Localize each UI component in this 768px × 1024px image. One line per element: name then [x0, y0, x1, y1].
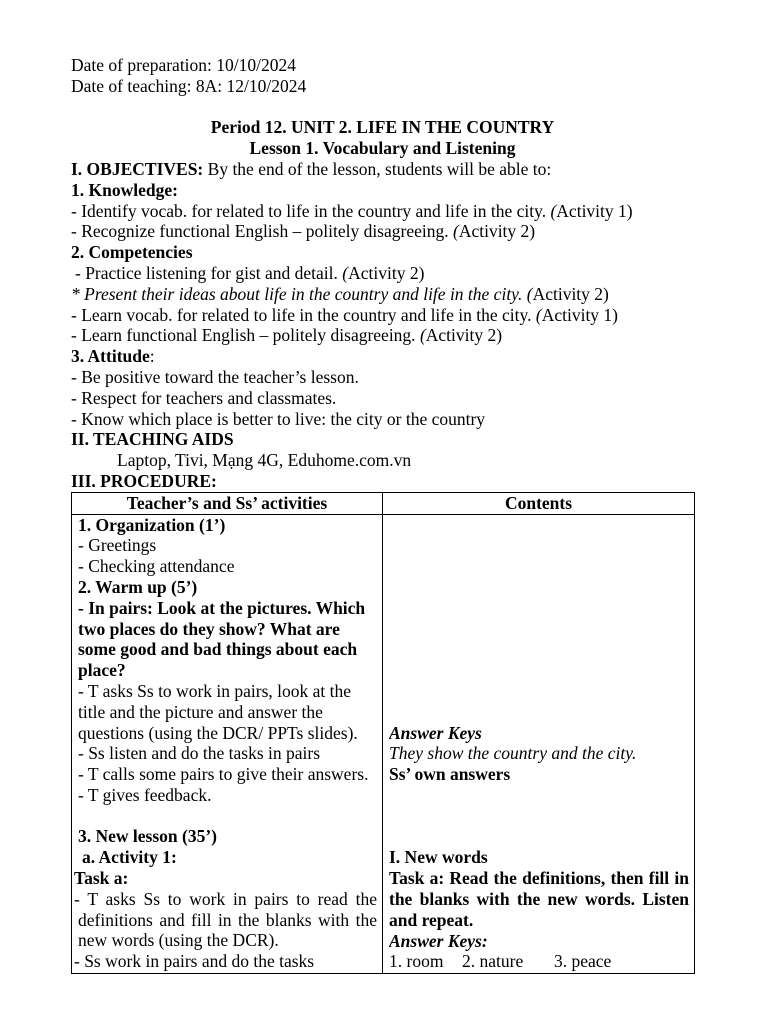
competency-item-text: * Present their ideas about life in the country and life in the city. ( — [71, 283, 533, 304]
contents-spacer — [389, 785, 689, 847]
new-words-answer-keys-label: Answer Keys: — [389, 930, 488, 951]
competency-item-ref: Activity 2) — [425, 325, 503, 346]
competency-item-ref: Activity 2) — [348, 262, 425, 283]
attitude-heading: 3. Attitude — [71, 346, 150, 367]
competency-item-text: - Learn functional English – politely disagreeing. — [71, 325, 420, 346]
objectives-heading: I. OBJECTIVES: — [71, 158, 204, 179]
competency-item — [71, 305, 694, 326]
objectives-intro: By the end of the lesson, students will be able to: — [203, 158, 552, 179]
new-words-task: Task a: Read the definitions, then fill in — [389, 868, 689, 889]
competency-item-ref: Activity 2) — [532, 283, 609, 304]
knowledge-item-text: - Identify vocab. for related to life in the country and life in the city. — [71, 200, 551, 221]
procedure-table — [71, 492, 695, 974]
new-words-task: and repeat. — [389, 909, 474, 930]
knowledge-item — [71, 221, 694, 242]
knowledge-item-ref: Activity 2) — [458, 221, 536, 242]
teaching-aids-heading: II. TEACHING AIDS — [71, 429, 234, 450]
competency-item — [71, 263, 694, 284]
warm-up-step: - T gives feedback. — [78, 784, 212, 805]
warm-up-answer: They show the country and the city. — [389, 743, 637, 764]
competency-item — [71, 325, 694, 346]
attitude-item: - Be positive toward the teacher’s lesson. — [71, 366, 359, 387]
date-of-teaching: Date of teaching: 8A: 12/10/2024 — [71, 75, 307, 96]
warm-up-prompt: two places do they show? What are — [78, 618, 340, 639]
organization-step: - Greetings — [78, 535, 157, 556]
attitude-item: - Know which place is better to live: the city or the country — [71, 408, 486, 429]
competency-item-ref: Activity 1) — [541, 304, 619, 325]
warm-up-step: title and the picture and answer the — [78, 701, 323, 722]
attitude-colon: : — [149, 346, 155, 367]
knowledge-item-paren: ( — [452, 221, 459, 242]
new-words-task: the blanks with the new words. Listen — [389, 888, 689, 909]
competency-item-text: - Practice listening for gist and detail. — [75, 262, 343, 283]
answer-item: 1. room — [389, 951, 444, 972]
lesson-title: Lesson 1. Vocabulary and Listening — [249, 138, 516, 159]
procedure-table-header-row — [72, 492, 695, 514]
new-lesson-title: 3. New lesson (35’) — [78, 826, 218, 847]
contents-cell — [383, 514, 695, 974]
knowledge-heading: 1. Knowledge: — [71, 179, 178, 200]
warm-up-prompt: some good and bad things about each — [78, 639, 358, 660]
new-words-answers — [389, 951, 689, 972]
warm-up-title: 2. Warm up (5’) — [78, 576, 198, 597]
contents-spacer — [389, 515, 689, 723]
period-title: Period 12. UNIT 2. LIFE IN THE COUNTRY — [210, 117, 555, 138]
warm-up-prompt: place? — [78, 660, 126, 681]
competencies-heading: 2. Competencies — [71, 242, 193, 263]
warm-up-step: questions (using the DCR/ PPTs slides). — [78, 722, 358, 743]
blank-line — [71, 97, 694, 118]
procedure-heading: III. PROCEDURE: — [71, 470, 217, 491]
organization-step: - Checking attendance — [78, 556, 235, 577]
date-of-preparation: Date of preparation: 10/10/2024 — [71, 55, 297, 75]
task-label: Task a: — [74, 868, 129, 889]
warm-up-step: - Ss listen and do the tasks in pairs — [78, 743, 321, 764]
warm-up-step: - T calls some pairs to give their answers. — [78, 764, 369, 785]
competency-item-paren: ( — [535, 304, 542, 325]
column-header-contents: Contents — [383, 492, 695, 514]
column-header-activities: Teacher’s and Ss’ activities — [72, 492, 383, 514]
new-lesson-step: new words (using the DCR). — [78, 930, 279, 951]
teaching-aids-content: Laptop, Tivi, Mạng 4G, Eduhome.com.vn — [117, 450, 412, 471]
competency-item-paren: ( — [342, 262, 349, 283]
activities-cell — [72, 514, 383, 974]
competency-item-paren: ( — [419, 325, 426, 346]
blank-line — [78, 806, 377, 827]
warm-up-prompt: - In pairs: Look at the pictures. Which — [78, 597, 366, 618]
competency-item-text: - Learn vocab. for related to life in the country and life in the city. — [71, 304, 536, 325]
warm-up-note: Ss’ own answers — [389, 764, 511, 785]
activity-title: a. Activity 1: — [82, 847, 177, 868]
organization-title: 1. Organization (1’) — [78, 514, 226, 535]
answer-item: 3. peace — [554, 951, 612, 972]
answer-item: 2. nature — [462, 951, 524, 972]
competency-item — [71, 284, 694, 305]
knowledge-item-text: - Recognize functional English – politely disagreeing. — [71, 221, 453, 242]
attitude-item: - Respect for teachers and classmates. — [71, 387, 337, 408]
answer-keys-label: Answer Keys — [389, 722, 482, 743]
knowledge-item-paren: ( — [550, 200, 557, 221]
new-lesson-step: - Ss work in pairs and do the tasks — [74, 951, 315, 972]
procedure-table-row — [72, 514, 695, 974]
attitude-heading-line — [71, 346, 694, 367]
knowledge-item-ref: Activity 1) — [556, 200, 633, 221]
objectives-line — [71, 159, 694, 180]
knowledge-item — [71, 201, 694, 222]
warm-up-step: - T asks Ss to work in pairs, look at the — [78, 680, 352, 701]
new-words-heading: I. New words — [389, 847, 488, 868]
new-lesson-step: definitions and fill in the blanks with the — [78, 909, 377, 930]
new-lesson-step: - T asks Ss to work in pairs to read the — [74, 888, 377, 909]
